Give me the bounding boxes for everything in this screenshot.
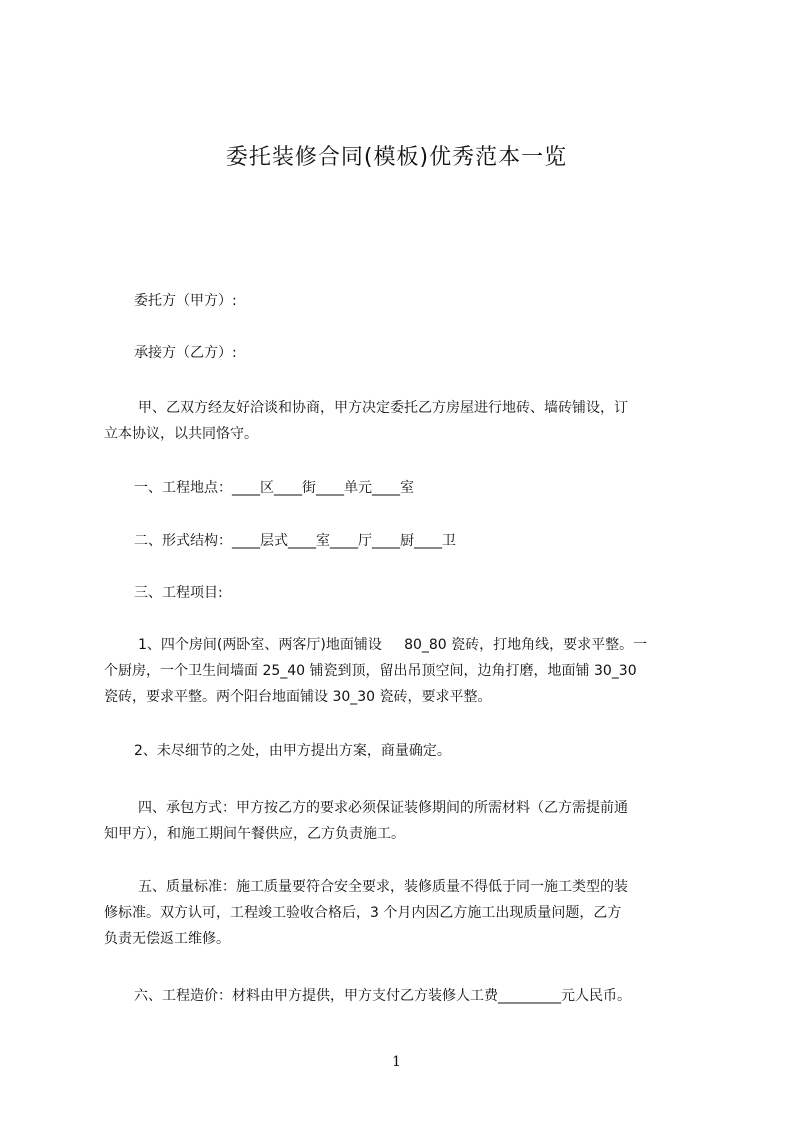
paragraph-project-item-1: 1、四个房间(两卧室、两客厅)地面铺设 80_80 瓷砖，打地角线，要求平整。一 个厨房，一个卫生间墙面 25_40 铺瓷到顶，留出吊顶空间，边角打磨，地面铺 30_30 瓷砖，要求平整。两个阳台地面铺设 30_30 瓷砖，要求平整。 bbox=[104, 637, 648, 705]
paragraph-project-heading: 三、工程项目: bbox=[134, 585, 223, 601]
paragraph-contractor: 承接方（乙方）: bbox=[134, 345, 237, 361]
paragraph-project-item-2: 2、未尽细节的之处，由甲方提出方案，商量确定。 bbox=[134, 743, 451, 759]
paragraph-contract-method: 四、承包方式：甲方按乙方的要求必须保证装修期间的所需材料（乙方需提前通 知甲方），和施工期间午餐供应，乙方负责施工。 bbox=[104, 800, 628, 842]
paragraph-client: 委托方（甲方）: bbox=[134, 293, 237, 309]
paragraph-quality-standard: 五、质量标准：施工质量要符合安全要求，装修质量不得低于同一施工类型的装 修标准。双方认可，工程竣工验收合格后，3 个月内因乙方施工出现质量问题，乙方 负责无偿返工维修。 bbox=[104, 879, 628, 947]
document-title: 委托装修合同(模板)优秀范本一览 bbox=[225, 145, 568, 170]
page-number: 1 bbox=[392, 1054, 401, 1070]
paragraph-intro: 甲、乙双方经友好洽谈和协商，甲方决定委托乙方房屋进行地砖、墙砖铺设，订 立本协议，以共同恪守。 bbox=[104, 400, 628, 442]
paragraph-location: 一、工程地点：____区____街____单元____室 bbox=[134, 480, 414, 496]
paragraph-project-cost: 六、工程造价：材料由甲方提供，甲方支付乙方装修人工费_________元人民币。 bbox=[134, 988, 631, 1004]
paragraph-structure: 二、形式结构：____层式____室____厅____厨____卫 bbox=[134, 533, 456, 549]
